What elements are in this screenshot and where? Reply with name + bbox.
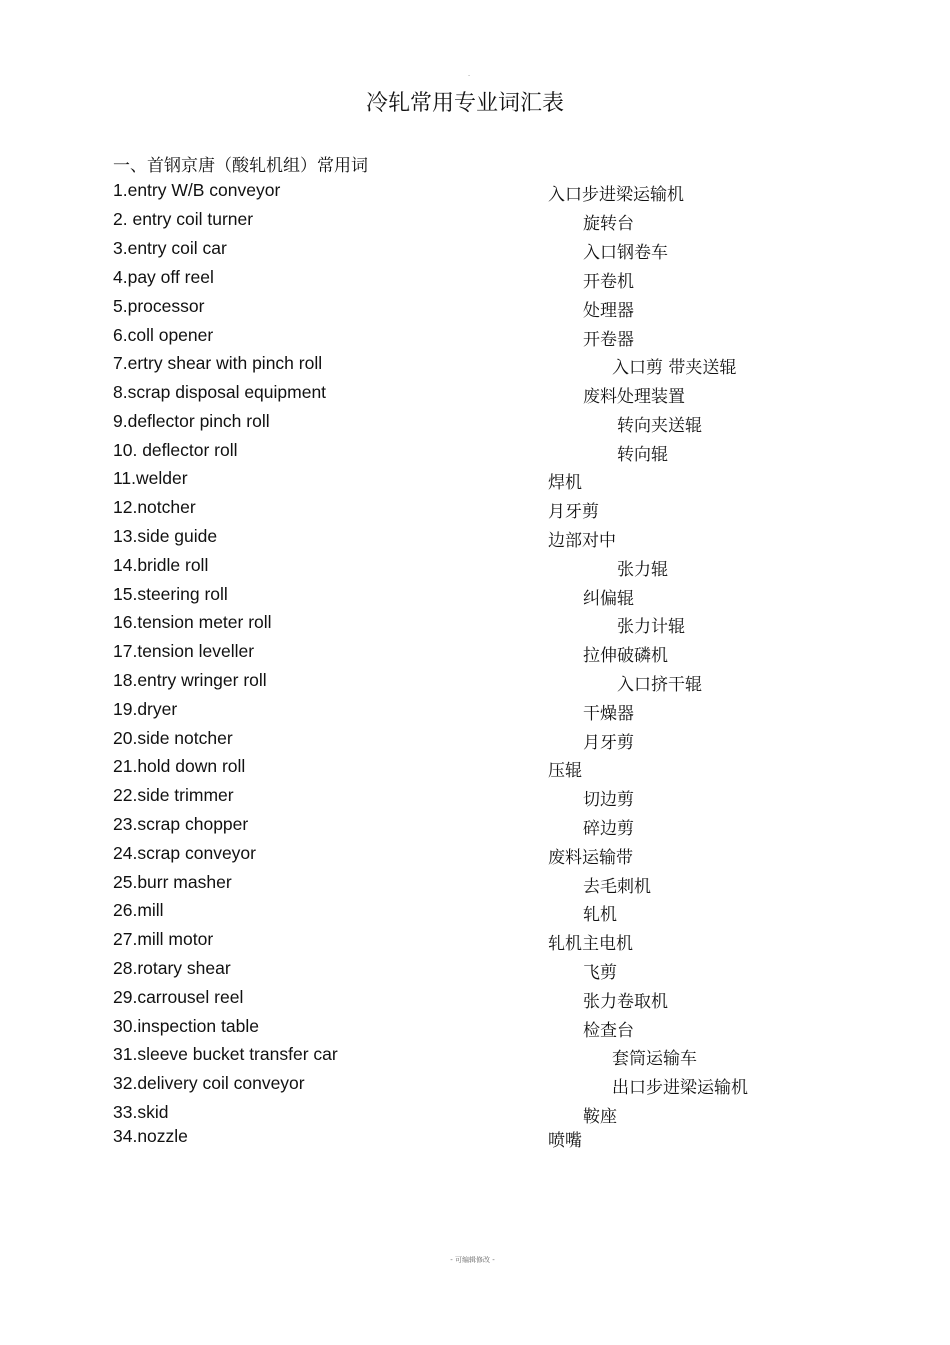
term-row bbox=[0, 209, 950, 235]
page-title: 冷轧常用专业词汇表 bbox=[365, 91, 564, 116]
term-row bbox=[0, 411, 950, 437]
term-chinese: 去毛刺机 bbox=[583, 877, 651, 897]
term-chinese: 月牙剪 bbox=[548, 502, 599, 522]
term-row bbox=[0, 325, 950, 351]
term-chinese: 轧机 bbox=[583, 905, 617, 925]
term-chinese: 入口钢卷车 bbox=[583, 243, 668, 263]
term-row bbox=[0, 843, 950, 869]
term-english: 17.tension leveller bbox=[113, 641, 255, 661]
term-row bbox=[0, 382, 950, 408]
term-english: 29.carrousel reel bbox=[113, 987, 244, 1007]
term-chinese: 轧机主电机 bbox=[548, 934, 633, 954]
term-row bbox=[0, 468, 950, 494]
term-chinese: 检查台 bbox=[583, 1021, 634, 1041]
term-chinese: 入口步进梁运输机 bbox=[548, 185, 684, 205]
term-english: 27.mill motor bbox=[113, 929, 214, 949]
term-chinese: 转向夹送辊 bbox=[617, 416, 702, 436]
term-english: 10. deflector roll bbox=[113, 440, 238, 460]
term-chinese: 压辊 bbox=[548, 761, 582, 781]
header-mark: - bbox=[468, 72, 471, 79]
term-row bbox=[0, 296, 950, 322]
term-chinese: 入口剪 带夹送辊 bbox=[612, 358, 737, 378]
term-english: 13.side guide bbox=[113, 526, 218, 546]
term-chinese: 出口步进梁运输机 bbox=[612, 1078, 748, 1098]
term-row bbox=[0, 814, 950, 840]
term-english: 30.inspection table bbox=[113, 1016, 259, 1036]
term-english: 24.scrap conveyor bbox=[113, 843, 256, 863]
term-row bbox=[0, 612, 950, 638]
term-row bbox=[0, 555, 950, 581]
term-row bbox=[0, 584, 950, 610]
term-chinese: 张力计辊 bbox=[617, 617, 685, 637]
term-chinese: 张力卷取机 bbox=[583, 992, 668, 1012]
term-chinese: 处理器 bbox=[583, 301, 634, 321]
term-row bbox=[0, 1073, 950, 1099]
term-english: 31.sleeve bucket transfer car bbox=[113, 1044, 338, 1064]
term-chinese: 焊机 bbox=[548, 473, 582, 493]
term-english: 33.skid bbox=[113, 1102, 169, 1122]
term-row bbox=[0, 1044, 950, 1070]
term-row bbox=[0, 353, 950, 379]
term-english: 2. entry coil turner bbox=[113, 209, 254, 229]
term-row bbox=[0, 497, 950, 523]
term-chinese: 套筒运输车 bbox=[612, 1049, 697, 1069]
term-row bbox=[0, 785, 950, 811]
term-english: 28.rotary shear bbox=[113, 958, 231, 978]
term-chinese: 开卷器 bbox=[583, 330, 634, 350]
term-row bbox=[0, 440, 950, 466]
term-english: 18.entry wringer roll bbox=[113, 670, 267, 690]
term-row bbox=[0, 872, 950, 898]
term-chinese: 废料处理装置 bbox=[583, 387, 685, 407]
term-english: 1.entry W/B conveyor bbox=[113, 180, 281, 200]
term-row bbox=[0, 267, 950, 293]
term-chinese: 拉伸破磷机 bbox=[583, 646, 668, 666]
term-english: 3.entry coil car bbox=[113, 238, 227, 258]
term-chinese: 转向辊 bbox=[617, 445, 668, 465]
term-chinese: 旋转台 bbox=[583, 214, 634, 234]
term-english: 12.notcher bbox=[113, 497, 196, 517]
section-heading: 一、首钢京唐（酸轧机组）常用词 bbox=[113, 156, 368, 176]
term-english: 15.steering roll bbox=[113, 584, 228, 604]
page-footer: - 可编辑修改 - bbox=[450, 1256, 495, 1264]
term-english: 20.side notcher bbox=[113, 728, 233, 748]
term-row bbox=[0, 641, 950, 667]
term-english: 9.deflector pinch roll bbox=[113, 411, 270, 431]
term-chinese: 开卷机 bbox=[583, 272, 634, 292]
term-row bbox=[0, 670, 950, 696]
term-row bbox=[0, 756, 950, 782]
term-chinese: 张力辊 bbox=[617, 560, 668, 580]
term-chinese: 废料运输带 bbox=[548, 848, 633, 868]
term-chinese: 鞍座 bbox=[583, 1107, 617, 1127]
term-english: 34.nozzle bbox=[113, 1126, 188, 1146]
term-row bbox=[0, 929, 950, 955]
term-chinese: 切边剪 bbox=[583, 790, 634, 810]
term-english: 23.scrap chopper bbox=[113, 814, 249, 834]
term-english: 4.pay off reel bbox=[113, 267, 214, 287]
term-chinese: 月牙剪 bbox=[583, 733, 634, 753]
term-english: 21.hold down roll bbox=[113, 756, 246, 776]
term-english: 11.welder bbox=[113, 468, 188, 488]
term-english: 26.mill bbox=[113, 900, 164, 920]
term-english: 6.coll opener bbox=[113, 325, 214, 345]
term-row bbox=[0, 1102, 950, 1128]
term-row bbox=[0, 987, 950, 1013]
term-english: 14.bridle roll bbox=[113, 555, 209, 575]
term-chinese: 喷嘴 bbox=[548, 1131, 582, 1151]
term-english: 16.tension meter roll bbox=[113, 612, 272, 632]
term-english: 8.scrap disposal equipment bbox=[113, 382, 327, 402]
term-row bbox=[0, 958, 950, 984]
term-row bbox=[0, 180, 950, 206]
term-english: 22.side trimmer bbox=[113, 785, 234, 805]
term-chinese: 飞剪 bbox=[583, 963, 617, 983]
term-row bbox=[0, 1016, 950, 1042]
term-row bbox=[0, 526, 950, 552]
term-english: 32.delivery coil conveyor bbox=[113, 1073, 305, 1093]
term-chinese: 碎边剪 bbox=[583, 819, 634, 839]
term-chinese: 入口挤干辊 bbox=[617, 675, 702, 695]
term-row bbox=[0, 900, 950, 926]
term-row bbox=[0, 1126, 950, 1152]
term-row bbox=[0, 699, 950, 725]
term-row bbox=[0, 728, 950, 754]
term-chinese: 边部对中 bbox=[548, 531, 616, 551]
term-english: 19.dryer bbox=[113, 699, 178, 719]
term-chinese: 纠偏辊 bbox=[583, 589, 634, 609]
term-chinese: 干燥器 bbox=[583, 704, 634, 724]
term-english: 7.ertry shear with pinch roll bbox=[113, 353, 323, 373]
term-english: 25.burr masher bbox=[113, 872, 232, 892]
term-english: 5.processor bbox=[113, 296, 205, 316]
term-row bbox=[0, 238, 950, 264]
